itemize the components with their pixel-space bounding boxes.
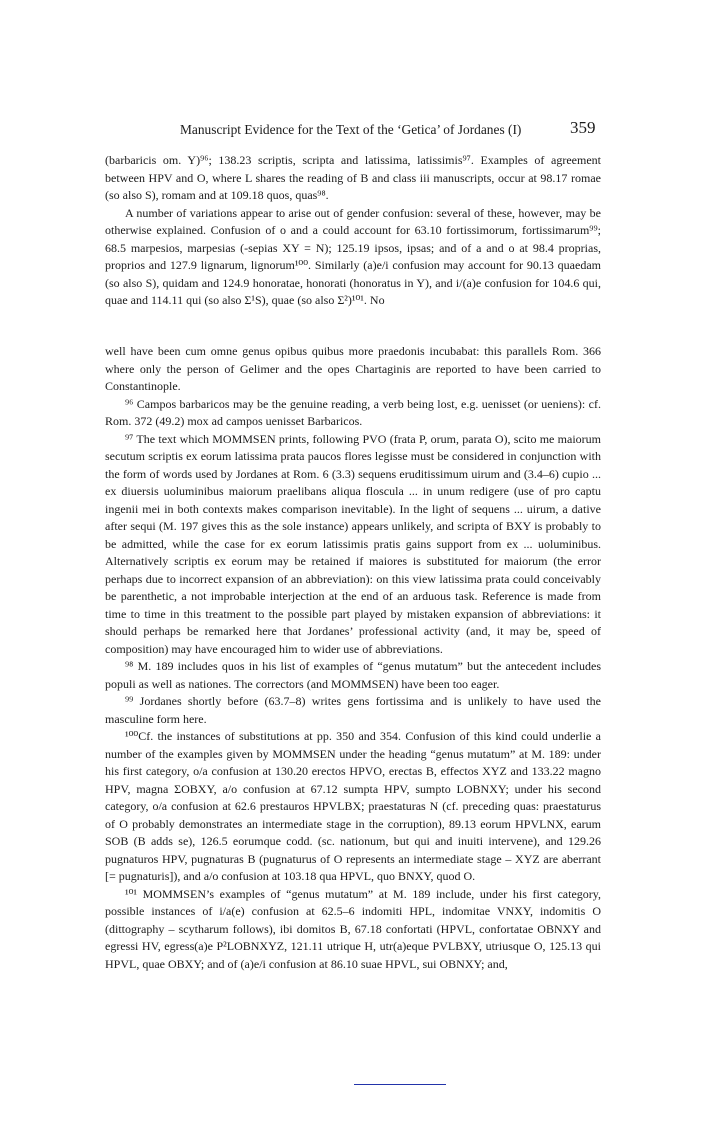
main-text [105,152,601,310]
footnote-96: ⁹⁶ Campos barbaricos may be the genuine reading, a verb being lost, e.g. uenisset (or ueniens): cf. Rom. 372 (49.2) mox ad campos uenisset Barbaricos. [105,396,601,428]
footnote-98: ⁹⁸ M. 189 includes quos in his list of examples of “genus mutatum” but the antecedent includes populi as well as nationes. The correctors (and MOMMSEN) have been too eager. [105,659,601,691]
footnote-continuation: well have been cum omne genus opibus quibus more praedonis incubabat: this parallels Rom. 366 where only the person of Gelimer and the opes Chartaginis are reported to have been carried to Constantinople. [105,344,601,393]
running-head: Manuscript Evidence for the Text of the ‘Getica’ of Jordanes (I) [180,122,522,137]
footnotes [105,343,601,973]
main-paragraph: (barbaricis om. Y)⁹⁶; 138.23 scriptis, scripta and latissima, latissimis⁹⁷. Examples of agreement between HPV and O, where L shares the reading of B and class iii manuscripts, occur at 98.17 romae (so also S), romam and at 109.18 quos, quas⁹⁸. [105,153,601,202]
footnote-101: ¹⁰¹ MOMMSEN’s examples of “genus mutatum” at M. 189 include, under his first category, possible instances of i/a(e) confusion at 62.5–6 indomiti HPL, indomitae VNXY, indomitis O (dittography – scytharum follows), ibi domitos B, 67.18 confortati (HPVL, confortatae OBNXY and egressi HV, egress(a)e P²LOBNXYZ, 121.11 utrique H, utr(a)eque PVLBXY, utriusque O, 125.13 qui HPVL, quae OBXY; and of (a)e/i confusion at 86.10 suae HPVL, sui OBNXY; and, [105,886,601,971]
page-number: 359 [570,118,596,137]
footnote-99: ⁹⁹ Jordanes shortly before (63.7–8) writes gens fortissima and is unlikely to have used the masculine form here. [105,694,601,726]
footnote-100: ¹⁰⁰Cf. the instances of substitutions at pp. 350 and 354. Confusion of this kind could underlie a number of the examples given by MOMMSEN under the heading “genus mutatum” at M. 189: under his first category, o/a confusion at 130.20 erectos HPVO, erectas B, effectos XYZ and 133.22 magno HPV, magna ΣOBXY, a/o confusion at 67.12 sumpta HPV, sumpto LOBNXY; under his second category, o/a confusion at 62.6 prestauros HPVLBX; praestaturas N (cf. preceding quas: praestaturus of O probably demonstrates an intermediate stage in the corruption), 89.13 eorum HPVLNX, earum SOB (B adds se), 126.5 eorumque codd. (sc. nationum, but qui and inuiti intervene), and 129.26 pugnaturos HPV, pugnaturas B (pugnaturus of O represents an intermediate stage – XYZ are aberrant [= pugnaturis]), and a/o confusion at 103.18 qua HPVL, quo BNXY, quod O. [105,729,601,883]
bottom-rule [354,1084,446,1085]
main-paragraph: A number of variations appear to arise out of gender confusion: several of these, however, may be otherwise explained. Confusion of o and a could account for 63.10 fortissimorum, fortissimarum⁹⁹; 68.5 marpesios, marpesias (-sepias XY = N); 125.19 ipsos, ipsas; and of a and o at 98.4 proprias, proprios and 127.9 lignarum, lignorum¹⁰⁰. Similarly (a)e/i confusion may account for 90.13 quaedam (so also S), quidam and 124.9 honoratae, honorati (honoratus in Y), and i/(a)e confusion for 104.6 qui, quae and 114.11 qui (so also Σ¹S), quae (so also Σ²)¹⁰¹. No [105,205,601,307]
footnote-97: ⁹⁷ The text which MOMMSEN prints, following PVO (frata P, orum, parata O), scito me maiorum secutum scriptis ex eorum latissima prata paucos flores legisse must be considered in conjunction with the form of words used by Jordanes at Rom. 6 (3.3) sequens eruditissimum uirum and (3.4–6) cupio ... ex diuersis uoluminibus maiorum praelibans aliqua floscula ... in unum redigere (use of pro captu ingenii mei in both contexts makes comparison inevitable). In the light of sequens ... uirum, a dative after sequi (M. 197 gives this as the sole instance) appears unlikely, and scripta of BXY is probably to be admitted, while the case for ex eorum latissimis pratis gains support from ex ... uoluminibus. Alternatively scriptis ex eorum may be retained if maiores is substituted for maiorum (the error perhaps due to incorrect expansion of an abbreviation): on this view latissima prata could conceivably be parenthetic, a not improbable interjection at the end of an arduous task. Reference is made from time to time in this treatment to the possible part played by mistaken expansion of abbreviations: it should perhaps be remarked here that Jordanes’ professional activity (and, it may be, speed of composition) may have encouraged him to wider use of abbreviations. [105,431,601,656]
